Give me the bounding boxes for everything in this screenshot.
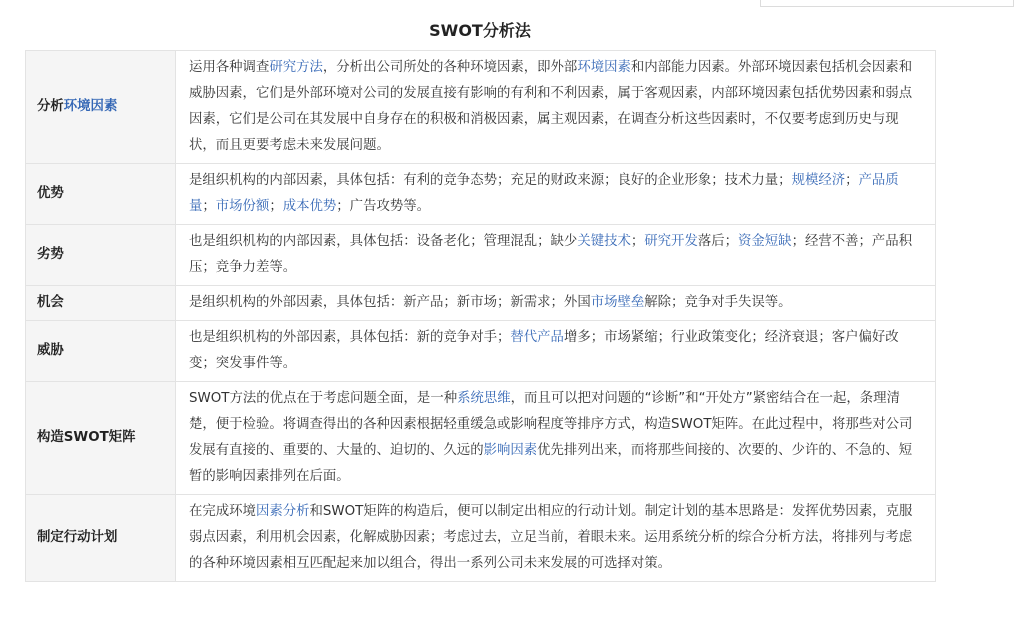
text-segment: 也是组织机构的外部因素，具体包括：新的竞争对手；: [189, 330, 511, 345]
table-row: [26, 321, 936, 382]
text-segment: 机会: [37, 295, 64, 310]
page-title: SWOT分析法: [429, 21, 531, 40]
text-segment: 运用各种调查: [189, 60, 270, 75]
text-segment: 落后；: [697, 234, 739, 249]
text-segment: 增多；市场紧缩；行业政策变化；经济衰退；客户偏好改变；突发事件等。: [189, 330, 899, 371]
term-link[interactable]: 资金短缺: [738, 234, 792, 249]
row-description: [176, 164, 936, 225]
text-segment: 分析: [37, 99, 64, 114]
row-header: [26, 382, 176, 495]
term-link[interactable]: 成本优势: [282, 199, 337, 214]
text-segment: 和内部能力因素。外部环境因素包括机会因素和威胁因素，它们是外部环境对公司的发展直接有影响的有利和不利因素，属于客观因素，内部环境因素包括优势因素和弱点因素，它们是公司在其发展中自身存在的积极和消极因素，属主观因素，在调查分析这些因素时，不仅要考虑到历史与现状，而且更要考虑未来发展问题。: [189, 60, 913, 153]
text-segment: 制定行动计划: [37, 530, 118, 545]
text-segment: ，而且可以把对问题的“诊断”和“开处方”紧密结合在一起，条理清楚，便于检验。将调查得出的各种因素根据轻重缓急或影响程度等排序方式，构造SWOT矩阵。在此过程中，将那些对公司发展有直接的、重要的、大量的、迫切的、久远的: [189, 391, 913, 458]
row-header: [26, 164, 176, 225]
row-description: [176, 286, 936, 321]
table-row: [26, 286, 936, 321]
text-segment: 也是组织机构的内部因素，具体包括：设备老化；管理混乱；缺少: [189, 234, 578, 249]
row-header: [26, 495, 176, 582]
term-link[interactable]: 研究方法: [269, 60, 323, 75]
term-link[interactable]: 影响因素: [483, 443, 538, 458]
text-segment: 在完成环境: [189, 504, 256, 519]
term-link[interactable]: 系统思维: [457, 391, 511, 406]
row-header: [26, 51, 176, 164]
text-segment: ；: [202, 199, 216, 214]
term-link[interactable]: 环境因素: [63, 99, 118, 114]
term-link[interactable]: 产品质量: [189, 173, 899, 214]
swot-table: [25, 50, 936, 582]
table-row: [26, 164, 936, 225]
term-link[interactable]: 替代产品: [510, 330, 564, 345]
term-link[interactable]: 关键技术: [577, 234, 631, 249]
row-header: [26, 321, 176, 382]
text-segment: ；经营不善；产品积压；竞争力差等。: [189, 234, 913, 275]
text-segment: ；: [269, 199, 283, 214]
text-segment: 优势: [37, 186, 64, 201]
term-link[interactable]: 规模经济: [791, 173, 846, 188]
term-link[interactable]: 市场份额: [215, 199, 270, 214]
text-segment: 构造SWOT矩阵: [37, 430, 136, 445]
row-description: [176, 495, 936, 582]
text-segment: ，分析出公司所处的各种环境因素，即外部: [322, 60, 578, 75]
term-link[interactable]: 研究开发: [644, 234, 698, 249]
row-description: [176, 51, 936, 164]
row-description: [176, 382, 936, 495]
row-header: [26, 286, 176, 321]
top-right-box: [760, 0, 1014, 7]
term-link[interactable]: 市场壁垒: [590, 295, 645, 310]
term-link[interactable]: 因素分析: [255, 504, 310, 519]
text-segment: 是组织机构的外部因素，具体包括：新产品；新市场；新需求；外国: [189, 295, 591, 310]
text-segment: 和SWOT矩阵的构造后，便可以制定出相应的行动计划。制定计划的基本思路是：发挥优势因素，克服弱点因素，利用机会因素，化解威胁因素；考虑过去，立足当前，着眼未来。运用系统分析的综合分析方法，将排列与考虑的各种环境因素相互匹配起来加以组合，得出一系列公司未来发展的可选择对策。: [189, 504, 913, 571]
text-segment: ；: [630, 234, 645, 249]
term-link[interactable]: 环境因素: [577, 60, 631, 75]
text-segment: 是组织机构的内部因素，具体包括：有利的竞争态势；充足的财政来源；良好的企业形象；技术力量；: [189, 173, 792, 188]
text-segment: ；: [845, 173, 859, 188]
text-segment: 优先排列出来，而将那些间接的、次要的、少许的、不急的、短暂的影响因素排列在后面。: [189, 443, 913, 484]
text-segment: 解除；竞争对手失误等。: [644, 295, 792, 310]
row-description: [176, 225, 936, 286]
row-header: [26, 225, 176, 286]
text-segment: SWOT方法的优点在于考虑问题全面，是一种: [189, 391, 458, 406]
text-segment: 劣势: [37, 247, 64, 262]
table-row: [26, 51, 936, 164]
table-row: [26, 495, 936, 582]
table-row: [26, 225, 936, 286]
row-description: [176, 321, 936, 382]
text-segment: ；广告攻势等。: [336, 199, 431, 214]
text-segment: 威胁: [37, 343, 64, 358]
table-row: [26, 382, 936, 495]
